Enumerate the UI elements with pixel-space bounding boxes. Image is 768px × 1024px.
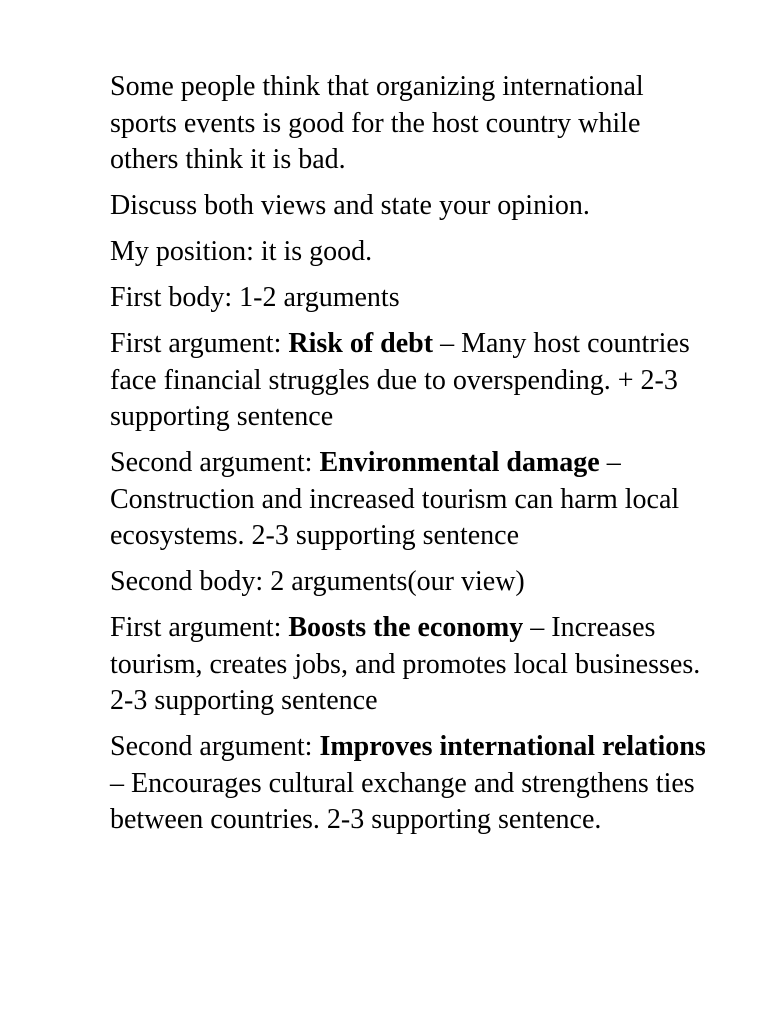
second-body-argument-2 [110, 729, 710, 839]
argument-text: – Encourages cultural exchange and strengthens ties between countries. 2-3 supporting sentence. [110, 767, 695, 835]
first-body-argument-2 [110, 445, 710, 555]
argument-prefix: First argument: [110, 328, 289, 359]
argument-title: Boosts the economy [288, 612, 524, 643]
argument-prefix: Second argument: [110, 731, 320, 762]
second-body-argument-1 [110, 610, 710, 720]
argument-prefix: Second argument: [110, 447, 320, 478]
second-body-heading: Second body: 2 arguments(our view) [110, 566, 525, 597]
argument-title: Risk of debt [288, 328, 434, 359]
first-body-heading: First body: 1-2 arguments [110, 282, 400, 313]
position-statement: My position: it is good. [110, 236, 373, 267]
document-page [110, 69, 710, 848]
argument-prefix: First argument: [110, 612, 289, 643]
argument-text: – Construction and increased tourism can harm local ecosystems. 2-3 supporting sentence [110, 447, 680, 551]
argument-title: Improves international relations [319, 731, 706, 762]
argument-text: – Increases tourism, creates jobs, and promotes local businesses. 2-3 supporting sentence [110, 612, 701, 716]
argument-text: – Many host countries face financial struggles due to overspending. + 2-3 supporting sentence [110, 328, 690, 432]
essay-instruction: Discuss both views and state your opinion. [110, 190, 590, 221]
argument-title: Environmental damage [319, 447, 600, 478]
essay-prompt: Some people think that organizing international sports events is good for the host country while others think it is bad. [110, 71, 644, 175]
first-body-argument-1 [110, 326, 710, 436]
